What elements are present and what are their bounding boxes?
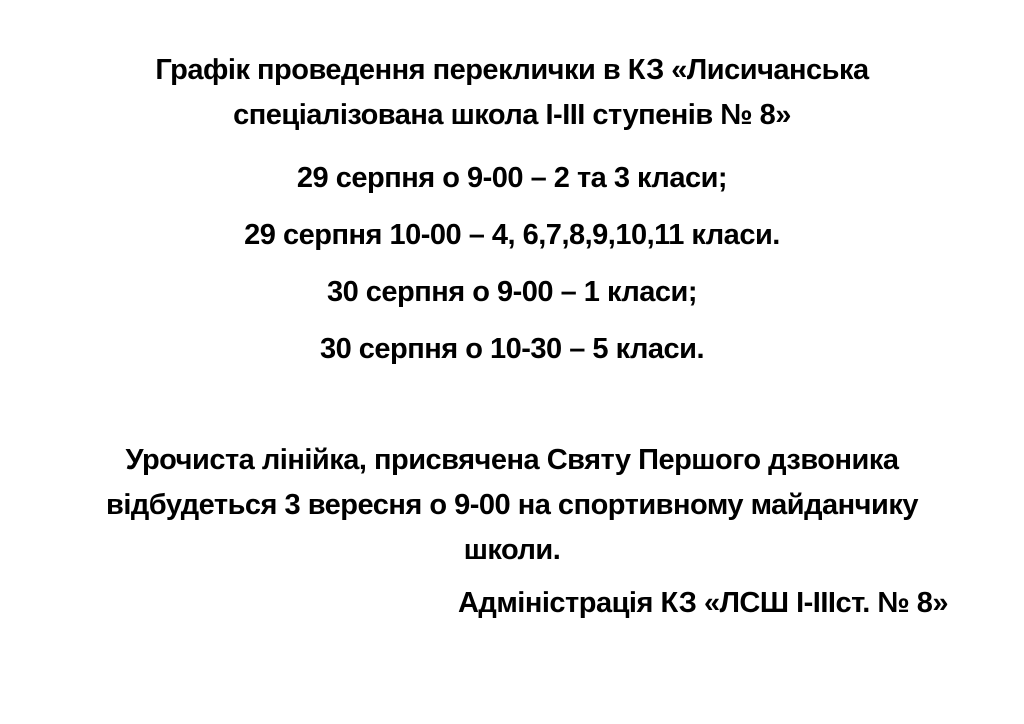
schedule-item-4: 30 серпня о 10-30 – 5 класи. [319, 333, 705, 365]
title-line-1: Графік проведення переклички в КЗ «Лисичанська [155, 54, 869, 86]
schedule-item-3: 30 серпня о 9-00 – 1 класи; [326, 276, 698, 308]
schedule-list [70, 150, 954, 378]
announcement-line-2: відбудеться 3 вересня о 9-00 на спортивному майданчику [106, 489, 918, 521]
announcement-paragraph [70, 438, 954, 573]
announcement-line-1: Урочиста лінійка, присвячена Святу Першого дзвоника [125, 444, 899, 476]
document-title [70, 48, 954, 138]
announcement-line-3: школи. [463, 534, 561, 566]
schedule-item-1: 29 серпня о 9-00 – 2 та 3 класи; [296, 162, 728, 194]
title-line-2: спеціалізована школа І-ІІІ ступенів № 8» [233, 99, 791, 131]
signature-line: Адміністрація КЗ «ЛСШ І-ІІІст. № 8» [457, 587, 948, 619]
schedule-item-2: 29 серпня 10-00 – 4, 6,7,8,9,10,11 класи. [244, 219, 780, 251]
